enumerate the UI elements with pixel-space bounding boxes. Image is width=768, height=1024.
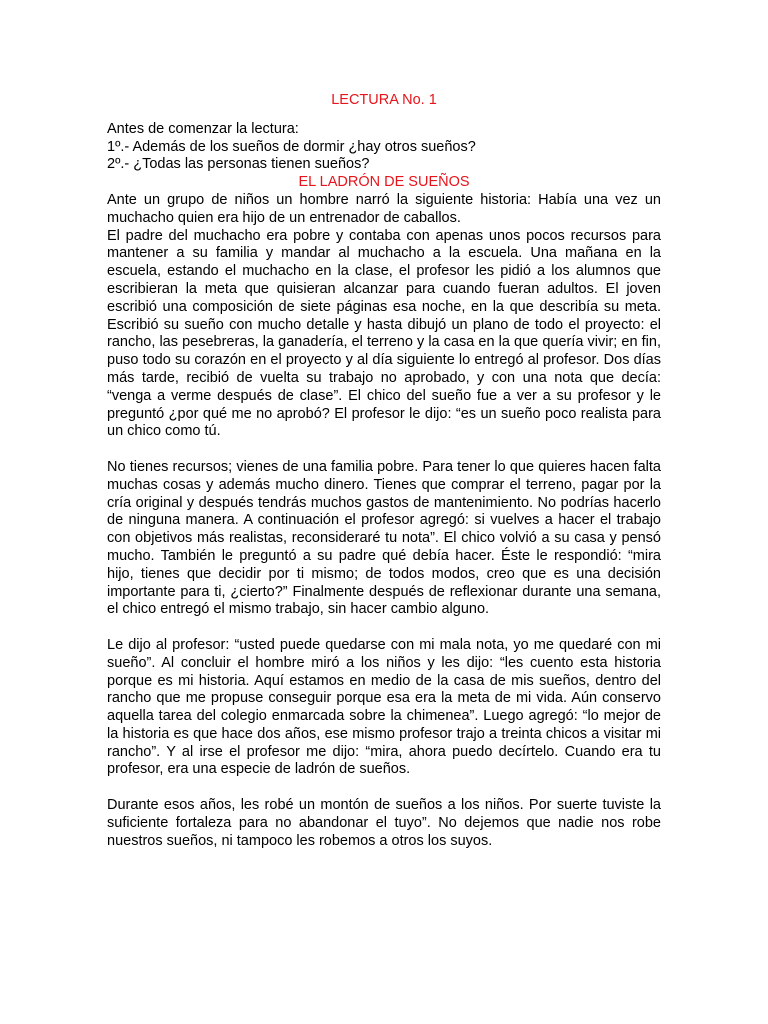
- document-page: [107, 92, 661, 850]
- paragraph-4: Le dijo al profesor: “usted puede quedarse con mi mala nota, yo me quedaré con mi sueño”. Al concluir el hombre miró a los niños y les dijo: “les cuento esta historia porque es mi historia. Aquí estamos en medio de la casa de mis sueños, dentro del rancho que me propuse conseguir porque esa era la meta de mi vida. Aún conservo aquella tarea del colegio enmarcada sobre la chimenea”. Luego agregó: “lo mejor de la historia es que hace dos años, ese mismo profesor trajo a treinta chicos a visitar mi rancho”. Y al irse el profesor me dijo: “mira, ahora puedo decírtelo. Cuando era tu profesor, era una especie de ladrón de sueños.: [107, 636, 661, 778]
- intro-line: Antes de comenzar la lectura:: [107, 120, 299, 137]
- intro-block: [107, 121, 661, 174]
- intro-question-1: 1º.- Además de los sueños de dormir ¿hay otros sueños?: [107, 138, 476, 155]
- document-title: LECTURA No. 1: [331, 92, 437, 108]
- paragraph-3: No tienes recursos; vienes de una familia pobre. Para tener lo que quieres hacen falta muchas cosas y además mucho dinero. Tienes que comprar el terreno, pagar por la cría original y después tendrás muchos gastos de mantenimiento. No podrías hacerlo de ninguna manera. A continuación el profesor agregó: si vuelves a hacer el trabajo con objetivos más realistas, reconsideraré tu nota”. El chico volvió a su casa y pensó mucho. También le preguntó a su padre qué debía hacer. Éste le respondió: “mira hijo, tienes que decidir por ti mismo; de todos modos, creo que es una decisión importante para ti, ¿cierto?” Finalmente después de reflexionar durante una semana, el chico entregó el mismo trabajo, sin hacer cambio alguno.: [107, 458, 661, 618]
- paragraph-1: Ante un grupo de niños un hombre narró la siguiente historia: Había una vez un muchacho quien era hijo de un entrenador de caballos.: [107, 191, 661, 226]
- story-title: EL LADRÓN DE SUEÑOS: [298, 174, 470, 191]
- paragraph-2: El padre del muchacho era pobre y contaba con apenas unos pocos recursos para mantener a su familia y mandar al muchacho a la escuela. Una mañana en la escuela, estando el muchacho en la clase, el profesor les pidió a los alumnos que escribieran la meta que quisieran alcanzar para cuando fueran adultos. El joven escribió una composición de siete páginas esa noche, en la que describía su meta. Escribió su sueño con mucho detalle y hasta dibujó un plano de todo el proyecto: el rancho, las pesebreras, la ganadería, el terreno y la casa en la que quería vivir; en fin, puso todo su corazón en el proyecto y al día siguiente lo entregó al profesor. Dos días más tarde, recibió de vuelta su trabajo no aprobado, y con una nota que decía: “venga a verme después de clase”. El chico del sueño fue a ver a su profesor y le preguntó ¿por qué me no aprobó? El profesor le dijo: “es un sueño poco realista para un chico como tú.: [107, 227, 661, 440]
- paragraph-5: Durante esos años, les robé un montón de sueños a los niños. Por suerte tuviste la suficiente fortaleza para no abandonar el tuyo”. No dejemos que nadie nos robe nuestros sueños, ni tampoco les robemos a otros los suyos.: [107, 797, 661, 849]
- intro-question-2: 2º.- ¿Todas las personas tienen sueños?: [107, 156, 370, 173]
